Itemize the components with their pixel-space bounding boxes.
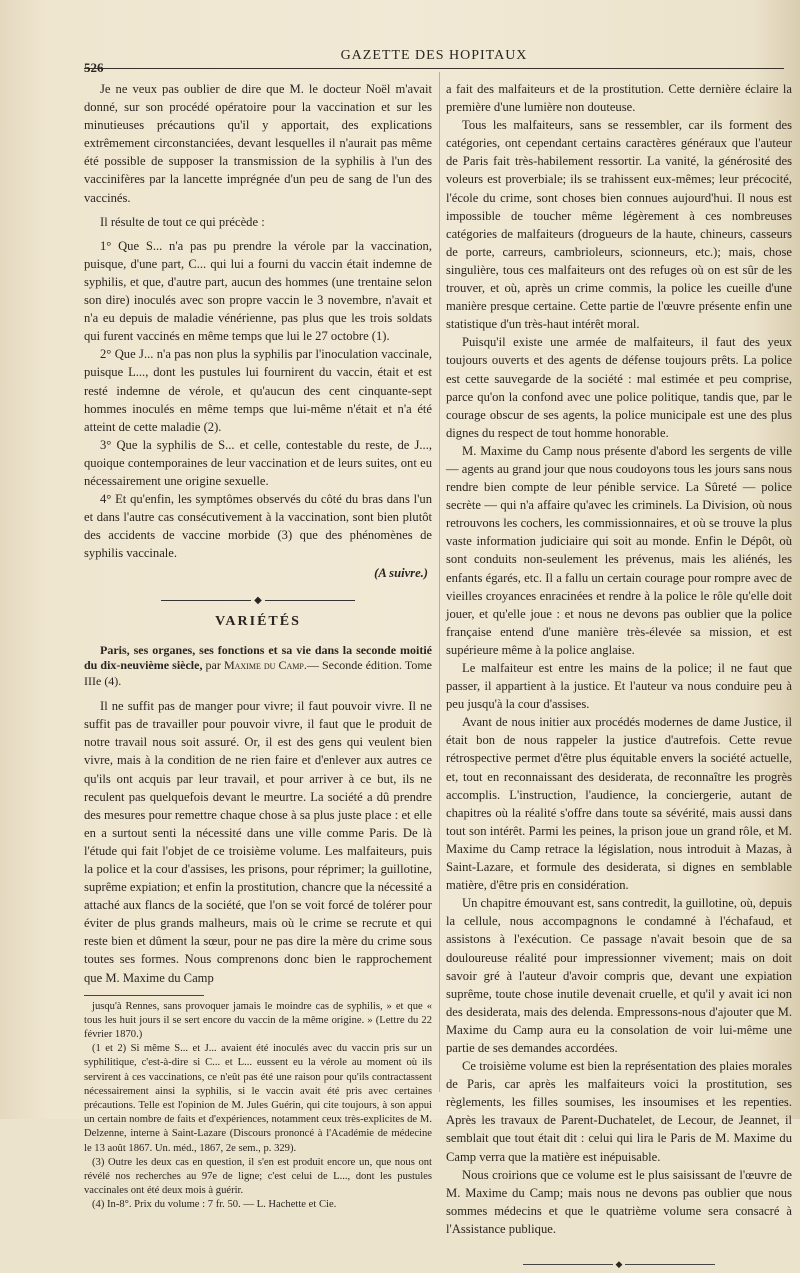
- paragraph: Avant de nous initier aux procédés modernes de dame Justice, il était bon de nous rappeler la justice d'autrefois. Cette revue rétrospective permet d'être plus équitable envers la société actuelle, et, tout en reconnaissant des desiderata, de reconnaître les progrès accomplis. L'instruction, l'audience, la conciergerie, autant de chapitres où la réalité s'offre dans toute sa sévérité, mais aussi dans tout son intérêt. Parmi les peines, la prison joue un grand rôle, et M. Maxime du Camp retrace la législation, nous introduit à Mazas, à Saint-Lazare, et formule des desiderata, si dignes en semblable matière, d'être pris en considération.: [446, 715, 792, 893]
- book-title: Paris, ses organes, ses fonctions et sa vie dans la seconde moitié du dix-neuvième siècle,: [84, 642, 432, 673]
- book-author: Maxime du Camp: [223, 658, 304, 673]
- conclusion-item-3: 3° Que la syphilis de S... et celle, contestable du reste, de J..., quoique contemporaines de leur vaccination et de leurs suites, ont eu nécessairement une origine sexuelle.: [84, 437, 432, 488]
- section-divider: ◆: [84, 591, 432, 605]
- footnote: (1 et 2) Si même S... et J... avaient été inoculés avec du vaccin pris sur un syphilitique, c'est-à-dire si C... et L... eussent eu la vérole au moment où ils servirent à ces vaccinations, ce n'eût pas été une raison pour qu'ils contractassent nécessairement ainsi la syphilis, si le vaccin avait été pris avec certaines précautions. Telle est l'opinion de M. Jules Guérin, qui cite toujours, à son appui un certain nombre de faits et d'expériences, notamment ceux très-explicites de M. Delzenne, interne à Saint-Lazare (Discours prononcé à l'Académie de médecine le 13 août 1867. Un. méd., 1867, 2e sem., p. 329).: [84, 1043, 432, 1154]
- book-edition: .— Seconde édition. Tome IIIe (4).: [84, 658, 432, 688]
- book-heading: [84, 643, 432, 690]
- paragraph: a fait des malfaiteurs et de la prostitution. Cette dernière éclaire la première d'une lumière non douteuse.: [446, 82, 792, 115]
- footnotes: [84, 1000, 432, 1213]
- left-column: [84, 80, 432, 1213]
- column-separator: [439, 72, 440, 1092]
- paragraph: Nous croirions que ce volume est le plus saisissant de l'œuvre de M. Maxime du Camp; mais nous ne devons pas oublier que nous sommes médecins et que le quatrième volume sera consacré à l'Assistance publique.: [446, 1167, 792, 1236]
- paragraph: Le malfaiteur est entre les mains de la police; il ne faut que passer, il appartient à la justice. Et l'auteur va nous conduire peu à peu jusqu'à la cour d'assises.: [446, 661, 792, 712]
- conclusion-item-4: 4° Et qu'enfin, les symptômes observés du côté du bras dans l'un et dans l'autre cas consécutivement à la vaccination, sont bien plutôt des accidents de vaccine morbide (3) que des phénomènes de syphilis vaccinale.: [84, 492, 432, 561]
- paragraph: Il ne suffit pas de manger pour vivre; il faut pouvoir vivre. Il ne suffit pas de travailler pour pouvoir vivre, il faut que le produit de notre travail nous soit assuré. Or, il est des gens qui veulent bien vivre, mais à la condition de ne rien faire et d'enlever aux autres ce qu'ils ont acquis par leur travail, et pour arriver à ce but, ils ne reculent pas quelquefois devant le meurtre. La société a dû prendre des mesures pour remettre chaque chose à sa plus juste place : et elle en a surtout senti la nécessité dans une ville comme Paris. De là l'étude qui fait l'objet de ce troisième volume. Les malfaiteurs, puis la police et la cour d'assises, les prisons, pour réprimer; la guillotine, suprême expiation; et enfin la prostitution, chancre que la nécessité a attaché aux flancs de la société, que l'on se voit forcé de tolérer pour éviter de plus grands malheurs, mais où le crime se recrute et qui reste bien et dûment la sœur, pour ne pas dire la mère du crime sous toutes ses formes. Nous comprenons donc bien le rapprochement que M. Maxime du Camp: [84, 699, 432, 985]
- conclusion-item-1: 1° Que S... n'a pas pu prendre la vérole par la vaccination, puisque, d'une part, C... qui lui a fourni du vaccin était indemne de syphilis, et que, d'autre part, aucun des hommes (une trentaine selon son dire) inoculés avec son propre vaccin le 3 novembre, n'avait et n'a eu depuis de maladie vénérienne, pas plus que les trois soldats qui furent vaccinés en même temps que lui le 27 octobre (1).: [84, 238, 432, 344]
- paragraph: M. Maxime du Camp nous présente d'abord les sergents de ville — agents au grand jour que nous coudoyons tous les jours sans nous rendre bien compte de leur pénible service. La Sûreté — police secrète — qui n'a affaire qu'avec les criminels. La Division, où nous retrouvons les cochers, les commissionnaires, et où se trouve la plus vaste information judiciaire qui soit au monde. Enfin le Dépôt, où sont conduits non-seulement les prévenus, mais les aliénés, les enfants égarés, etc. Il a fallu un certain courage pour rompre avec de vieilles croyances enracinées et rendre à la police le rôle qu'elle doit jouer, et qu'elle joue : et nous ne devons pas oublier que la police française entend d'une manière très-élevée sa mission, et est supérieure même à la police anglaise.: [446, 443, 792, 657]
- paragraph: Il résulte de tout ce qui précède :: [100, 214, 265, 229]
- right-column: [446, 80, 792, 1268]
- footnote-rule: [84, 995, 204, 996]
- end-divider: ◆: [446, 1254, 792, 1268]
- page-number: 526: [84, 60, 104, 75]
- paragraph: Un chapitre émouvant est, sans contredit, la guillotine, où, depuis la cellule, nous accompagnons le condamné à l'échafaud, et assistons à l'exécution. Ce passage n'avait besoin que de sa douloureuse réalité pour impressionner vivement; mais on doit savoir gré à l'auteur d'avoir compris que, devant une expiation suprême, toute chose inutile devenait cruelle, et qu'il y avait ici non des desiderata, mais des delenda. Empressons-nous d'ajouter que M. Maxime du Camp aura eu la consolation de voir lui-même une partie de ses demandes accordées.: [446, 896, 792, 1055]
- paragraph: Tous les malfaiteurs, sans se ressembler, car ils forment des catégories, ont cependant certains caractères généraux que l'auteur de Paris fait très-habilement ressortir. La vanité, la générosité des voleurs est proverbiale; ils se trahissent eux-mêmes; leur précocité, l'école du crime, sont choses bien connues aujourd'hui. Il nous est impossible de toucher même légèrement à ces nombreuses catégories de malfaiteurs (drogueurs de la haute, chineurs, casseurs de porte, carreurs, cambrioleurs, scionneurs, etc.); mais, chose singulière, tous ces malfaiteurs ont des refuges où on est sûr de les trouver, et où, après un crime commis, la police les cueille d'une manière presque certaine. Cette partie de l'œuvre présente enfin une statistique d'un très-haut intérêt moral.: [446, 118, 792, 332]
- book-by: par: [202, 658, 224, 673]
- page-header: [84, 46, 784, 75]
- paragraph: Puisqu'il existe une armée de malfaiteurs, il faut des yeux toujours ouverts et des agents de défense toujours prêts. La police est cette sauvegarde de la société : mal estimée et peu comprise, parce qu'on la confond avec une police politique, tandis que, par le courage obscur de ses agents, la police municipale est une des plus dignes du respect de tout homme honorable.: [446, 335, 792, 440]
- running-title: GAZETTE DES HOPITAUX: [340, 48, 528, 63]
- paragraph: Je ne veux pas oublier de dire que M. le docteur Noël m'avait donné, sur son procédé opératoire pour la vaccination et sur les minutieuses précautions qu'il y apportait, des explications extrêmement circonstanciées, devant lesquelles il n'aurait pas même été possible de supposer la transmission de la syphilis à l'un des vaccinifères par la lancette imprégnée d'un peu de sang de l'un des vaccinés.: [84, 82, 432, 205]
- to-be-continued: (A suivre.): [374, 566, 428, 581]
- paragraph: Ce troisième volume est bien la représentation des plaies morales de Paris, car après les malfaiteurs voici la prostitution, ses règlements, les filles soumises, les insoumises et les repenties. Après les travaux de Parent-Duchatelet, de Lecour, de Jeannet, il semblait que tout était dit : celui qui lira le Paris de M. Maxime du Camp verra que la matière est inépuisable.: [446, 1059, 792, 1164]
- conclusion-item-2: 2° Que J... n'a pas non plus la syphilis par l'inoculation vaccinale, puisque L..., dont les pustules lui fournirent du vaccin, était et est resté indemne de vérole, et qu'aucun des cent cinquante-sept hommes inoculés en même temps que lui-même n'était et n'a été atteint de cette maladie (2).: [84, 347, 432, 434]
- footnote: (3) Outre les deux cas en question, il s'en est produit encore un, que nous ont révélé nos recherches au 97e de ligne; c'est celui de L..., dont les pustules vaccinales ont été deux mois à guérir.: [84, 1156, 432, 1197]
- footnote: jusqu'à Rennes, sans provoquer jamais le moindre cas de syphilis, » et que « tous les huit jours il se sert encore du vaccin de la même origine. » (Lettre du 22 février 1870.): [84, 1000, 432, 1041]
- footnote: (4) In-8°. Prix du volume : 7 fr. 50. — L. Hachette et Cie.: [92, 1199, 337, 1211]
- section-title: VARIÉTÉS: [215, 613, 301, 629]
